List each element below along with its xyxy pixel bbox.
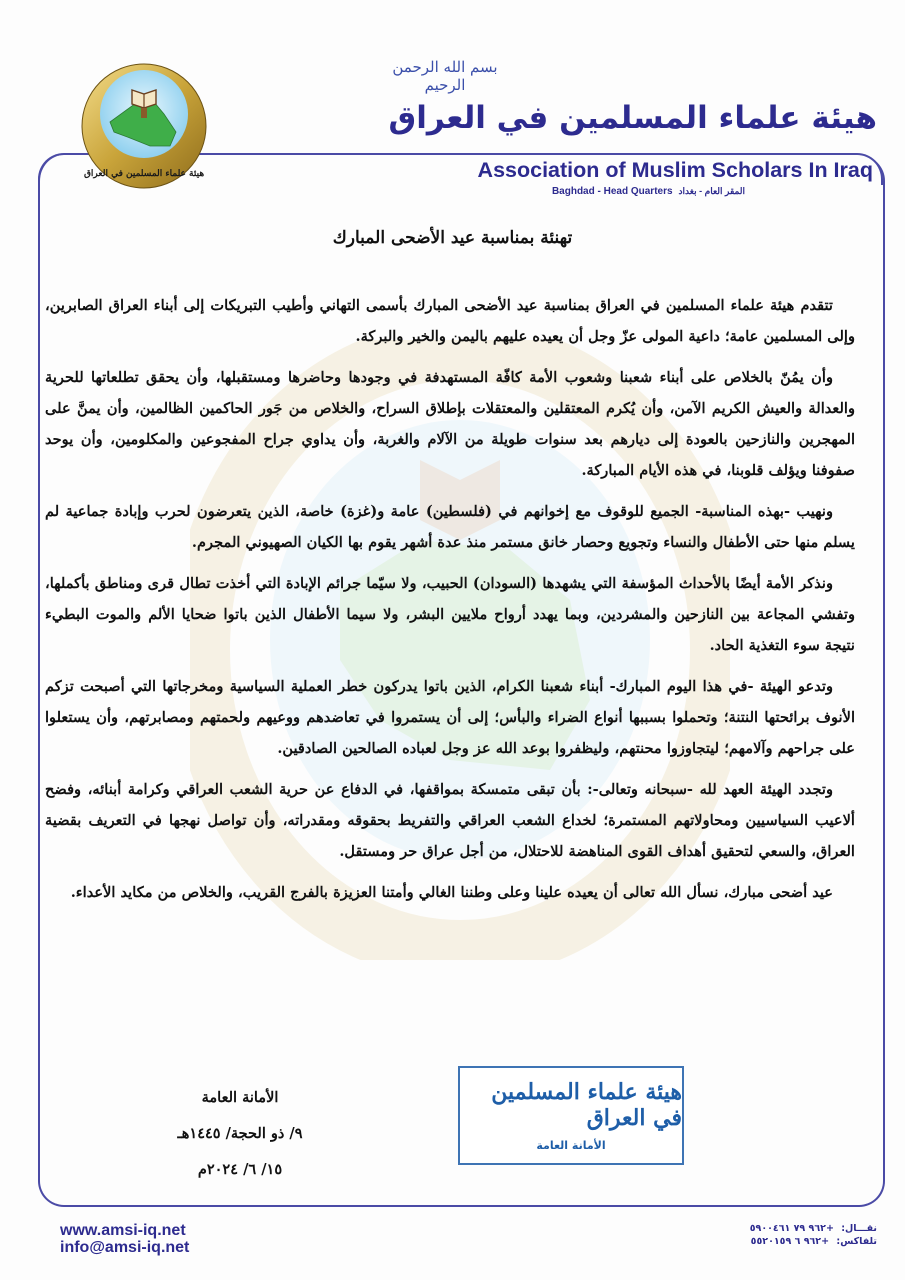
- mobile-number: +٩٦٢ ٧٩ ٥٩٠٠٤٦١: [749, 1223, 834, 1234]
- fax-number: +٩٦٢ ٦ ٥٥٢٠١٥٩: [750, 1236, 830, 1247]
- org-name-arabic: هيئة علماء المسلمين في العراق: [388, 100, 877, 136]
- paragraph: وتدعو الهيئة -في هذا اليوم المبارك- أبناء شعبنا الكرام، الذين باتوا يدركون خطر العملية السياسية ومخرجاتها التي أصبحت تزكم الأنوف برائحتها النتنة؛ وتحملوا بسببها أنواع الضراء والبأس؛ إلى أن يستمروا في تعاضدهم ووعيهم ولحمتهم ومصابرتهم، وأن يستعلوا على جراحهم وآلامهم؛ ليتجاوزوا محنتهم، وليظفروا بوعد الله عز وجل لعباده الصالحين الصادقين.: [45, 678, 855, 757]
- signature-gregorian-date: ١٥/ ٦/ ٢٠٢٤م: [197, 1161, 283, 1178]
- fax-label: تلفاكس:: [836, 1236, 877, 1247]
- paragraph: وتجدد الهيئة العهد لله -سبحانه وتعالى-: بأن تبقى متمسكة بمواقفها، في الدفاع عن حرية الشعب العراقي وكرامة أبنائه، وفضح ألاعيب السياسيين ومحاولاتهم المستمرة؛ لخداع الشعب العراقي والتفريط بحقوقه ومقدراته، وأن تواصل نهجها في التعريف بقضية العراق، والسعي لتحقيق أهداف القوى المناهضة للاحتلال، من أجل عراق حر ومستقل.: [45, 781, 855, 860]
- document-title: تهنئة بمناسبة عيد الأضحى المبارك: [332, 228, 573, 248]
- hq-english: Baghdad - Head Quarters: [551, 186, 673, 197]
- website-link[interactable]: www.amsi-iq.net: [60, 1222, 186, 1239]
- mobile-label: نقـــال:: [841, 1223, 877, 1234]
- footer-contact-phone: [750, 1222, 877, 1248]
- stamp-calligraphy: هيئة علماء المسلمين في العراق: [491, 1079, 682, 1131]
- page-frame-corner-left: [38, 153, 80, 185]
- paragraph: ونذكر الأمة أيضًا بالأحداث المؤسفة التي يشهدها (السودان) الحبيب، ولا سيّما جرائم الإبادة التي أخذت تطال قرى ومناطق بأكملها، وتفشي المجاعة بين النازحين والمشردين، وبما يهدد أرواح ملايين البشر، ولا سيما الأطفال الذين باتوا ضحايا الألم والموت البطيء نتيجة سوء التغذية الحاد.: [45, 575, 855, 654]
- email-link[interactable]: info@amsi-iq.net: [60, 1239, 190, 1256]
- fax-line: [750, 1235, 877, 1248]
- hq-arabic: المقر العام - بغداد: [678, 186, 745, 196]
- emblem-text: هيئة علماء المسلمين في العراق: [83, 169, 205, 179]
- org-emblem-logo: [80, 62, 208, 190]
- paragraph: تتقدم هيئة علماء المسلمين في العراق بمناسبة عيد الأضحى المبارك بأسمى التهاني وأطيب التبريكات إلى أبناء العراق الصابرين، وإلى المسلمين عامة؛ داعية المولى عزّ وجل أن يعيده عليهم باليمن والخير والبركة.: [45, 297, 855, 345]
- headquarters-line: [552, 186, 745, 197]
- signature-block: [140, 1080, 340, 1188]
- official-stamp: [458, 1066, 684, 1165]
- signature-issuer: الأمانة العامة: [201, 1089, 279, 1106]
- mobile-line: [750, 1222, 877, 1235]
- basmala: بسم الله الرحمن الرحيم: [392, 58, 498, 94]
- org-name-english: Association of Muslim Scholars In Iraq: [477, 158, 873, 182]
- footer-contact-web: [60, 1222, 189, 1256]
- paragraph: عيد أضحى مبارك، نسأل الله تعالى أن يعيده علينا وعلى وطننا الغالي وأمتنا العزيزة بالفرج القريب، والخلاص من مكايد الأعداء.: [70, 884, 833, 901]
- document-body: [45, 290, 855, 918]
- stamp-subtitle: الأمانة العامة: [536, 1139, 606, 1152]
- paragraph: ونهيب -بهذه المناسبة- الجميع للوقوف مع إخوانهم في (فلسطين) عامة و(غزة) خاصة، الذين يتعرضون لحرب وإبادة جماعية لم يسلم منها حتى الأطفال والنساء وتجويع وحصار خانق مستمر منذ عدة أشهر يقوم بها الكيان الصهيوني المجرم.: [45, 503, 855, 551]
- paragraph: وأن يمُنّ بالخلاص على أبناء شعبنا وشعوب الأمة كافّة المستهدفة في وجودها وحاضرها ومستقبلها، وأن يحقق تطلعاتها للحرية والعدالة والعيش الكريم الآمن، وأن يُكرم المعتقلين والمعتقلات بإطلاق السراح، والخلاص من جَور الحاكمين الظالمين، وأن يمنَّ على المهجرين والنازحين بالعودة إلى ديارهم بعد سنوات طويلة من الآلام والغربة، وأن يداوي جراح المفجوعين والمكلومين، وأن يوحد صفوفنا ويؤلف قلوبنا، في هذه الأيام المباركة.: [45, 369, 855, 479]
- signature-hijri-date: ٩/ ذو الحجة/ ١٤٤٥هـ: [177, 1125, 303, 1142]
